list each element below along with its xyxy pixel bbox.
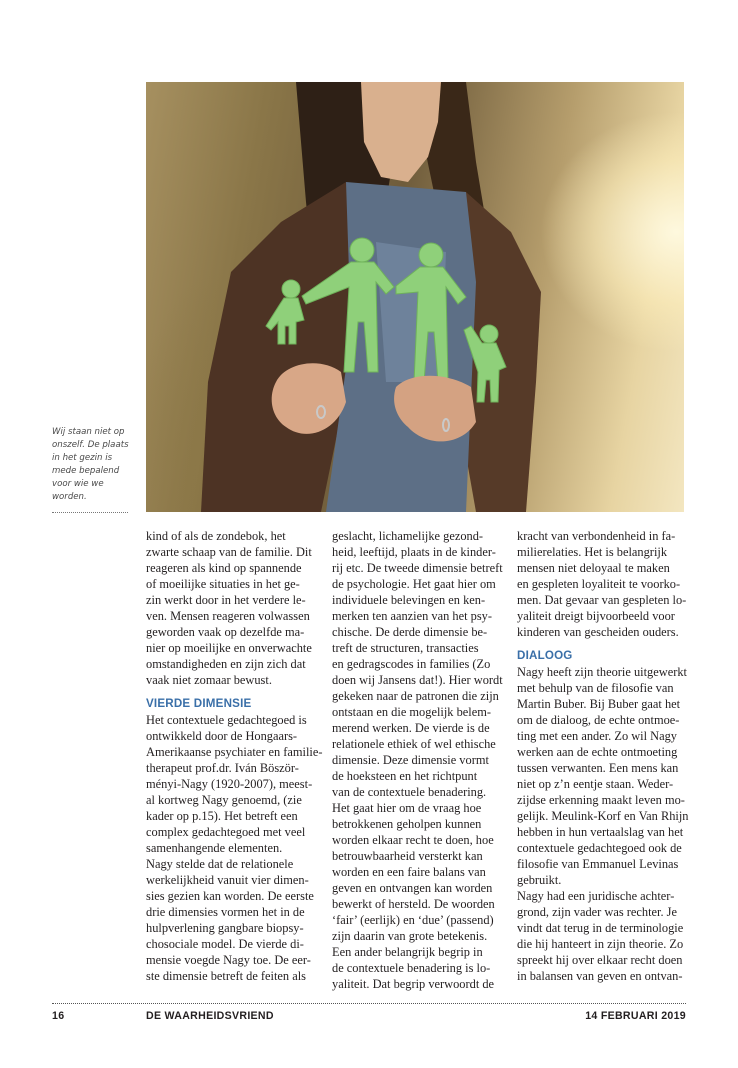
page-number: 16 — [52, 1010, 65, 1022]
section-heading: DIALOOG — [517, 649, 573, 662]
caption-divider — [52, 512, 128, 513]
body-paragraph: Nagy heeft zijn theorie uitgewerkt met behulp van de filosofie van Martin Buber. Bij Buber gaat het om de dialoog, de echte ontmoe- ting met een ander. Zo wil Nagy werken aan de echte ontmoeting tussen verwanten. Een mens kan niet op z’n eentje staan. Weder- zijdse erkenning maakt leven mo- gelijk. Meulink-Korf en Van Rhijn hebben in hun vertaalslag van het contextuele gedachtegoed ook de filosofie van Emmanuel Levinas gebruikt. Nagy had een juridische achter- grond, zijn vader was rechter. Je vindt dat terug in de terminologie die hij hanteert in zijn theorie. Zo spreekt hij over elkaar recht doen in balansen van geven en ontvan- — [517, 665, 689, 983]
article-photo — [146, 82, 684, 512]
body-paragraph: kind of als de zondebok, het zwarte schaap van de familie. Dit reageren als kind op spannende of moeilijke situaties in het ge- zin werkt door in het verdere le- ven. Mensen reageren volwassen geworden vaak op dezelfde ma- nier op moeilijke en onverwachte omstandigheden en zijn zich dat vaak niet zomaar bewust. — [146, 529, 312, 687]
issue-date: 14 FEBRUARI 2019 — [585, 1010, 686, 1022]
text-column-1 — [146, 528, 321, 984]
magazine-name: DE WAARHEIDSVRIEND — [146, 1010, 274, 1022]
photo-caption: Wij staan niet op onszelf. De plaats in het gezin is mede bepalend voor wie we worden. — [52, 427, 129, 502]
photo-illustration — [146, 82, 684, 512]
section-heading: VIERDE DIMENSIE — [146, 697, 252, 710]
body-paragraph: kracht van verbondenheid in fa- milierelaties. Het is belangrijk mensen niet deloyaal te maken en gespleten loyaliteit te voorko- men. Dat gevaar van gespleten lo- yaliteit dreigt bijvoorbeeld voor kinderen van gescheiden ouders. — [517, 529, 687, 639]
body-paragraph: geslacht, lichamelijke gezond- heid, leeftijd, plaats in de kinder- rij etc. De tweede dimensie betreft de psychologie. Het gaat hier om individuele belevingen en ken- merken ten aanzien van het psy- chische. De derde dimensie be- treft de structuren, transacties en gedragscodes in families (Zo doen wij Jansens dat!). Hier wordt gekeken naar de patronen die zijn ontstaan en die mogelijk belem- merend werken. De vierde is de relationele ethiek of wel ethische dimensie. Deze dimensie vormt de hoeksteen en het richtpunt van de contextuele benadering. Het gaat hier om de vraag hoe betrokkenen geholpen kunnen worden elkaar recht te doen, hoe betrouwbaarheid versterkt kan worden en een faire balans van geven en ontvangen kan worden bewerkt of hersteld. De woorden ‘fair’ (eerlijk) en ‘due’ (passend) zijn daarin van grote betekenis. Een ander belangrijk begrip in de contextuele benadering is lo- yaliteit. Dat begrip verwoordt de — [332, 529, 503, 991]
text-column-2 — [332, 528, 507, 992]
footer-divider — [52, 1003, 686, 1004]
body-paragraph: Het contextuele gedachtegoed is ontwikkeld door de Hongaars- Amerikaanse psychiater en familie- therapeut prof.dr. Iván Böször- ményi-Nagy (1920-2007), meest- al kortweg Nagy genoemd, (zie kader op p.15). Het betreft een complex gedachtegoed met veel samenhangende elementen. Nagy stelde dat de relationele werkelijkheid vanuit vier dimen- sies gezien kan worden. De eerste drie dimensies vormen het in de hulpverlening gangbare biopsy- chosociale model. De vierde di- mensie voegde Nagy toe. De eer- ste dimensie betreft de feiten als — [146, 713, 323, 983]
text-column-3 — [517, 528, 692, 984]
